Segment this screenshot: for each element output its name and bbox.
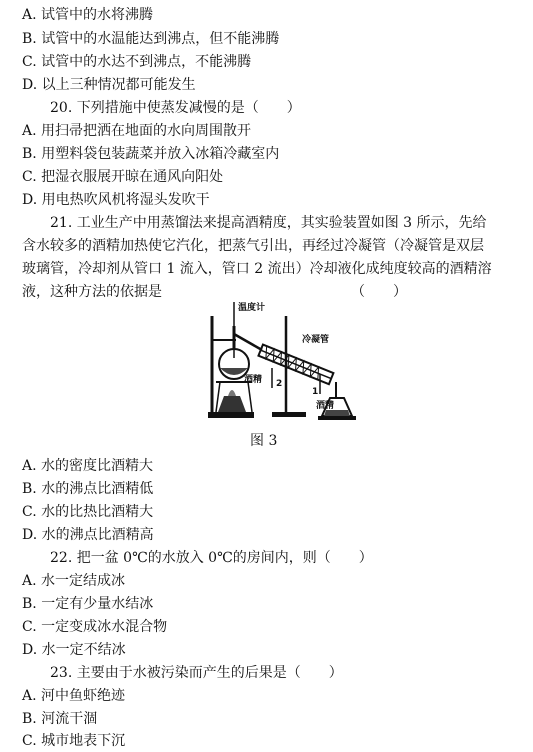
q21-option-b: B. 水的沸点比酒精低 — [22, 481, 154, 497]
burner-flame — [228, 390, 236, 396]
q22-option-b: B. 一定有少量水结冰 — [22, 596, 154, 612]
q20-option-c: C. 把湿衣服展开晾在通风向阳处 — [22, 169, 224, 185]
q22-option-c: C. 一定变成冰水混合物 — [22, 619, 168, 635]
q20-option-d: D. 用电热吹风机将湿头发吹干 — [22, 192, 210, 208]
q22-stem: 22. 把一盆 0℃的水放入 0℃的房间内，则（ ） — [50, 550, 373, 566]
side-arm — [234, 334, 262, 350]
left-stand-base — [208, 412, 254, 418]
port-1-label: 1 — [312, 387, 319, 397]
q19-option-c: C. 试管中的水达不到沸点，不能沸腾 — [22, 54, 252, 70]
q20-stem: 20. 下列措施中使蒸发减慢的是（ ） — [50, 100, 301, 116]
thermometer-label: 温度计 — [238, 303, 266, 313]
alcohol-burner — [218, 396, 246, 412]
q19-option-d: D. 以上三种情况都可能发生 — [22, 77, 196, 93]
q21-stem-line3: 玻璃管，冷却剂从管口 1 流入，管口 2 流出）冷却液化成纯度较高的酒精溶 — [22, 261, 492, 277]
q23-stem: 23. 主要由于水被污染而产生的后果是（ ） — [50, 665, 343, 681]
q22-option-d: D. 水一定不结冰 — [22, 642, 126, 658]
figure-caption: 图 3 — [250, 433, 278, 449]
q22-option-a: A. 水一定结成冰 — [22, 573, 126, 589]
q19-option-b: B. 试管中的水温能达到沸点，但不能沸腾 — [22, 31, 280, 47]
port-2-label: 2 — [276, 379, 283, 389]
q21-stem-line1: 21. 工业生产中用蒸馏法来提高酒精度，其实验装置如图 3 所示，先给 — [50, 215, 487, 231]
q19-option-a: A. 试管中的水将沸腾 — [22, 7, 154, 23]
q21-option-c: C. 水的比热比酒精大 — [22, 504, 154, 520]
distillation-apparatus-figure — [190, 296, 360, 424]
q20-option-a: A. 用扫帚把洒在地面的水向周围散开 — [22, 123, 252, 139]
condenser — [258, 345, 333, 385]
q23-option-b: B. 河流干涸 — [22, 711, 98, 727]
q23-option-c: C. 城市地表下沉 — [22, 733, 126, 749]
q20-option-b: B. 用塑料袋包装蔬菜并放入冰箱冷藏室内 — [22, 146, 280, 162]
q21-stem-line2: 含水较多的酒精加热使它汽化，把蒸气引出，再经过冷凝管（冷凝管是双层 — [22, 238, 484, 254]
middle-stand-base — [272, 412, 306, 417]
flask-alcohol-label: 酒精 — [244, 375, 263, 385]
condenser-label: 冷凝管 — [302, 335, 330, 345]
q21-option-d: D. 水的沸点比酒精高 — [22, 527, 154, 543]
receiver-alcohol-label: 酒精 — [316, 401, 335, 411]
q21-stem-line4: 液，这种方法的依据是 （ ） — [22, 284, 407, 300]
q21-option-a: A. 水的密度比酒精大 — [22, 458, 154, 474]
q23-option-a: A. 河中鱼虾绝迹 — [22, 688, 126, 704]
